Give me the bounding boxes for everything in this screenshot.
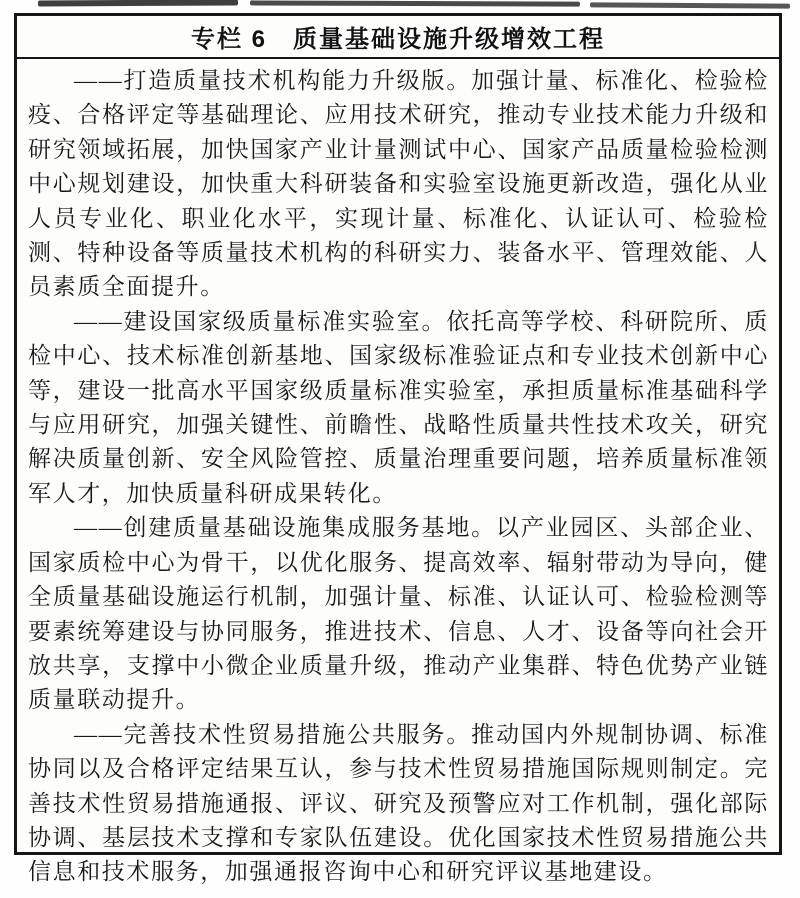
scan-artifact-top-left [38, 0, 238, 7]
column-paragraph-quality-tech-institutions: ——打造质量技术机构能力升级版。加强计量、标准化、检验检疫、合格评定等基础理论、应用技术研究，推动专业技术能力升级和研究领域拓展，加快国家产业计量测试中心、国家产品质量检验检测中心规划建设，加快重大科研装备和实验室设施更新改造，强化从业人员专业化、职业化水平，实现计量、标准化、认证认可、检验检测、特种设备等质量技术机构的科研实力、装备水平、管理效能、人员素质全面提升。 [28, 68, 769, 300]
column-box [14, 13, 782, 885]
scan-artifact-top-middle [250, 0, 580, 6]
scan-artifact-top-right [590, 2, 790, 8]
column-box-body [17, 59, 779, 898]
column-box-title: 专栏 6 质量基础设施升级增效工程 [190, 26, 605, 53]
column-paragraph-integrated-service-bases: ——创建质量基础设施集成服务基地。以产业园区、头部企业、国家质检中心为骨干，以优化服务、提高效率、辐射带动为导向，健全质量基础设施运行机制，加强计量、标准、认证认可、检验检测等要素统筹建设与协同服务，推进技术、信息、人才、设备等向社会开放共享，支撑中小微企业质量升级，推动产业集群、特色优势产业链质量联动提升。 [28, 515, 769, 713]
column-paragraph-national-quality-standard-labs: ——建设国家级质量标准实验室。依托高等学校、科研院所、质检中心、技术标准创新基地、国家级标准验证点和专业技术创新中心等，建设一批高水平国家级质量标准实验室，承担质量标准基础科学与应用研究，加强关键性、前瞻性、战略性质量共性技术攻关，研究解决质量创新、安全风险管控、质量治理重要问题，培养质量标准领军人才，加快质量科研成果转化。 [28, 308, 769, 506]
column-box-header [17, 16, 779, 59]
column-paragraph-technical-trade-measures: ——完善技术性贸易措施公共服务。推动国内外规制协调、标准协同以及合格评定结果互认，参与技术性贸易措施国际规则制定。完善技术性贸易措施通报、评议、研究及预警应对工作机制，强化部际协调、基层技术支撑和专家队伍建设。优化国家技术性贸易措施公共信息和技术服务，加强通报咨询中心和研究评议基地建设。 [28, 721, 769, 885]
